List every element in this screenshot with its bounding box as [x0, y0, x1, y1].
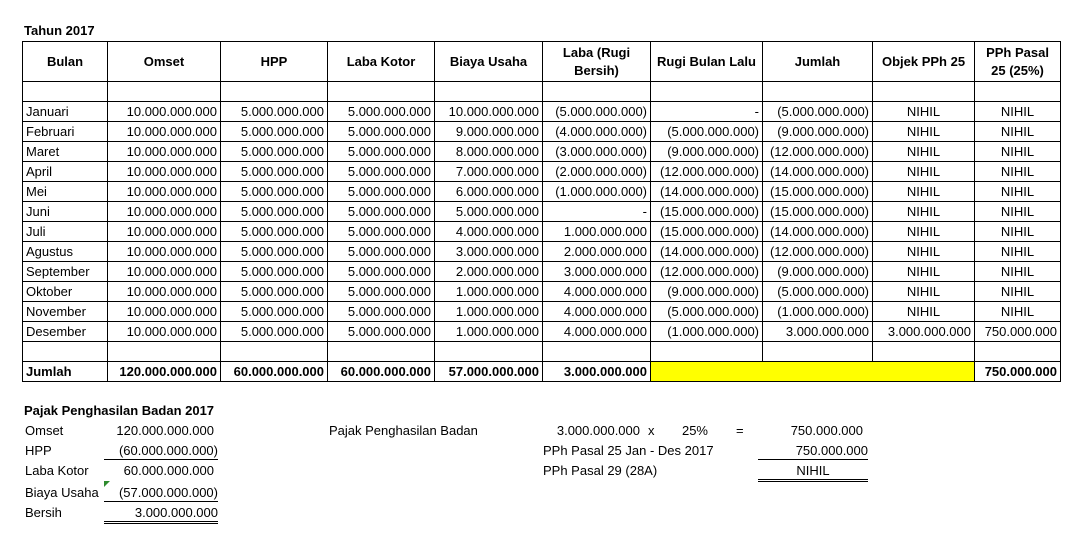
cell-pph25[interactable]: NIHIL: [975, 102, 1061, 122]
cell-rugi-bulan-lalu[interactable]: (5.000.000.000): [651, 302, 763, 322]
total-pph25[interactable]: 750.000.000: [975, 362, 1061, 382]
cell-objek-pph25[interactable]: NIHIL: [873, 202, 975, 222]
cell-bulan[interactable]: September: [23, 262, 108, 282]
table-cell[interactable]: [435, 82, 543, 102]
header-hpp[interactable]: HPP: [221, 42, 328, 82]
cell-pph25[interactable]: NIHIL: [975, 142, 1061, 162]
cell-laba-kotor[interactable]: 5.000.000.000: [328, 142, 435, 162]
cell-laba-bersih[interactable]: 4.000.000.000: [543, 302, 651, 322]
cell-rugi-bulan-lalu[interactable]: (14.000.000.000): [651, 242, 763, 262]
blank-row: [23, 342, 1061, 362]
table-cell[interactable]: [543, 82, 651, 102]
sheet-title: Tahun 2017: [24, 23, 95, 38]
pph29-label: PPh Pasal 29 (28A): [543, 463, 658, 478]
cell-rugi-bulan-lalu[interactable]: (14.000.000.000): [651, 182, 763, 202]
cell-omset[interactable]: 10.000.000.000: [108, 302, 221, 322]
cell-omset[interactable]: 10.000.000.000: [108, 202, 221, 222]
cell-rugi-bulan-lalu[interactable]: (9.000.000.000): [651, 282, 763, 302]
table-row: [23, 322, 1061, 342]
cell-laba-kotor[interactable]: 5.000.000.000: [328, 282, 435, 302]
summary-value-bersih[interactable]: 3.000.000.000: [104, 505, 218, 524]
cell-hpp[interactable]: 5.000.000.000: [221, 282, 328, 302]
table-cell[interactable]: [221, 82, 328, 102]
cell-laba-kotor[interactable]: 5.000.000.000: [328, 302, 435, 322]
calc-times: x: [648, 423, 655, 438]
table-row: [23, 202, 1061, 222]
cell-laba-bersih[interactable]: (5.000.000.000): [543, 102, 651, 122]
pph29-value[interactable]: NIHIL: [758, 463, 868, 482]
cell-hpp[interactable]: 5.000.000.000: [221, 302, 328, 322]
cell-rugi-bulan-lalu[interactable]: (5.000.000.000): [651, 122, 763, 142]
table-cell[interactable]: [435, 342, 543, 362]
cell-hpp[interactable]: 5.000.000.000: [221, 102, 328, 122]
summary-label-omset: Omset: [25, 423, 64, 438]
cell-laba-bersih[interactable]: (1.000.000.000): [543, 182, 651, 202]
table-cell[interactable]: [108, 342, 221, 362]
total-laba-kotor[interactable]: 60.000.000.000: [328, 362, 435, 382]
cell-biaya-usaha[interactable]: 1.000.000.000: [435, 322, 543, 342]
table-row: [23, 122, 1061, 142]
cell-bulan[interactable]: Desember: [23, 322, 108, 342]
header-row: [23, 42, 1061, 82]
header-bulan[interactable]: Bulan: [23, 42, 108, 82]
calc-equals: =: [736, 423, 744, 438]
cell-rugi-bulan-lalu[interactable]: -: [651, 102, 763, 122]
cell-pph25[interactable]: NIHIL: [975, 122, 1061, 142]
cell-omset[interactable]: 10.000.000.000: [108, 182, 221, 202]
table-cell[interactable]: [975, 82, 1061, 102]
cell-jumlah[interactable]: (9.000.000.000): [763, 262, 873, 282]
cell-bulan[interactable]: April: [23, 162, 108, 182]
summary-title: Pajak Penghasilan Badan 2017: [24, 403, 215, 418]
table-cell[interactable]: [328, 342, 435, 362]
cell-laba-kotor[interactable]: 5.000.000.000: [328, 262, 435, 282]
cell-bulan[interactable]: Februari: [23, 122, 108, 142]
cell-laba-kotor[interactable]: 5.000.000.000: [328, 242, 435, 262]
cell-laba-bersih[interactable]: -: [543, 202, 651, 222]
table-row: [23, 262, 1061, 282]
pph25-value[interactable]: 750.000.000: [758, 443, 868, 460]
cell-biaya-usaha[interactable]: 2.000.000.000: [435, 262, 543, 282]
cell-hpp[interactable]: 5.000.000.000: [221, 262, 328, 282]
cell-jumlah[interactable]: (14.000.000.000): [763, 162, 873, 182]
cell-objek-pph25[interactable]: NIHIL: [873, 102, 975, 122]
table-cell[interactable]: [651, 342, 763, 362]
cell-laba-kotor[interactable]: 5.000.000.000: [328, 222, 435, 242]
cell-rugi-bulan-lalu[interactable]: (15.000.000.000): [651, 222, 763, 242]
cell-biaya-usaha[interactable]: 1.000.000.000: [435, 302, 543, 322]
summary-value-biaya-usaha[interactable]: (57.000.000.000): [104, 485, 218, 502]
cell-objek-pph25[interactable]: 3.000.000.000: [873, 322, 975, 342]
cell-omset[interactable]: 10.000.000.000: [108, 242, 221, 262]
cell-pph25[interactable]: NIHIL: [975, 262, 1061, 282]
cell-jumlah[interactable]: (15.000.000.000): [763, 202, 873, 222]
cell-objek-pph25[interactable]: NIHIL: [873, 122, 975, 142]
cell-objek-pph25[interactable]: NIHIL: [873, 162, 975, 182]
cell-laba-bersih[interactable]: 4.000.000.000: [543, 322, 651, 342]
cell-pph25[interactable]: NIHIL: [975, 282, 1061, 302]
summary-value-omset[interactable]: 120.000.000.000: [116, 423, 214, 438]
cell-hpp[interactable]: 5.000.000.000: [221, 142, 328, 162]
cell-omset[interactable]: 10.000.000.000: [108, 322, 221, 342]
cell-hpp[interactable]: 5.000.000.000: [221, 322, 328, 342]
table-row: [23, 242, 1061, 262]
cell-pph25[interactable]: NIHIL: [975, 162, 1061, 182]
cell-rugi-bulan-lalu[interactable]: (12.000.000.000): [651, 262, 763, 282]
cell-laba-bersih[interactable]: 1.000.000.000: [543, 222, 651, 242]
summary-label-bersih: Bersih: [25, 505, 62, 520]
cell-rugi-bulan-lalu[interactable]: (1.000.000.000): [651, 322, 763, 342]
cell-objek-pph25[interactable]: NIHIL: [873, 302, 975, 322]
header-laba-rugi-bersih[interactable]: Laba (Rugi Bersih): [543, 42, 651, 82]
summary-value-hpp[interactable]: (60.000.000.000): [104, 443, 218, 460]
table-cell[interactable]: [543, 342, 651, 362]
total-laba-bersih[interactable]: 3.000.000.000: [543, 362, 651, 382]
total-omset[interactable]: 120.000.000.000: [108, 362, 221, 382]
table-row: [23, 302, 1061, 322]
cell-biaya-usaha[interactable]: 4.000.000.000: [435, 222, 543, 242]
summary-value-laba-kotor[interactable]: 60.000.000.000: [123, 463, 214, 478]
cell-jumlah[interactable]: (1.000.000.000): [763, 302, 873, 322]
cell-laba-bersih[interactable]: (2.000.000.000): [543, 162, 651, 182]
blank-row: [23, 82, 1061, 102]
cell-rugi-bulan-lalu[interactable]: (9.000.000.000): [651, 142, 763, 162]
cell-jumlah[interactable]: (5.000.000.000): [763, 282, 873, 302]
header-biaya-usaha[interactable]: Biaya Usaha: [435, 42, 543, 82]
cell-jumlah[interactable]: (12.000.000.000): [763, 142, 873, 162]
cell-jumlah[interactable]: (5.000.000.000): [763, 102, 873, 122]
cell-omset[interactable]: 10.000.000.000: [108, 262, 221, 282]
table-cell[interactable]: [221, 342, 328, 362]
cell-omset[interactable]: 10.000.000.000: [108, 222, 221, 242]
cell-pph25[interactable]: NIHIL: [975, 242, 1061, 262]
cell-hpp[interactable]: 5.000.000.000: [221, 242, 328, 262]
pph25-label: PPh Pasal 25 Jan - Des 2017: [543, 443, 714, 458]
cell-biaya-usaha[interactable]: 8.000.000.000: [435, 142, 543, 162]
table-cell[interactable]: [873, 82, 975, 102]
table-cell[interactable]: [873, 342, 975, 362]
cell-laba-kotor[interactable]: 5.000.000.000: [328, 122, 435, 142]
summary-label-laba-kotor: Laba Kotor: [25, 463, 89, 478]
table-cell[interactable]: [975, 342, 1061, 362]
cell-hpp[interactable]: 5.000.000.000: [221, 222, 328, 242]
cell-laba-kotor[interactable]: 5.000.000.000: [328, 162, 435, 182]
cell-hpp[interactable]: 5.000.000.000: [221, 162, 328, 182]
cell-objek-pph25[interactable]: NIHIL: [873, 262, 975, 282]
calc-label: Pajak Penghasilan Badan: [329, 423, 478, 438]
header-pph-pasal-25[interactable]: PPh Pasal 25 (25%): [975, 42, 1061, 82]
cell-rugi-bulan-lalu[interactable]: (15.000.000.000): [651, 202, 763, 222]
cell-bulan[interactable]: Juni: [23, 202, 108, 222]
table-cell[interactable]: [763, 342, 873, 362]
table-cell[interactable]: [328, 82, 435, 102]
cell-biaya-usaha[interactable]: 1.000.000.000: [435, 282, 543, 302]
table-row: [23, 182, 1061, 202]
cell-pph25[interactable]: 750.000.000: [975, 322, 1061, 342]
cell-laba-kotor[interactable]: 5.000.000.000: [328, 322, 435, 342]
cell-laba-bersih[interactable]: (4.000.000.000): [543, 122, 651, 142]
total-hpp[interactable]: 60.000.000.000: [221, 362, 328, 382]
summary-label-biaya-usaha: Biaya Usaha: [25, 485, 99, 500]
cell-laba-bersih[interactable]: 3.000.000.000: [543, 262, 651, 282]
cell-hpp[interactable]: 5.000.000.000: [221, 182, 328, 202]
header-objek-pph25[interactable]: Objek PPh 25: [873, 42, 975, 82]
header-jumlah[interactable]: Jumlah: [763, 42, 873, 82]
cell-objek-pph25[interactable]: NIHIL: [873, 222, 975, 242]
cell-objek-pph25[interactable]: NIHIL: [873, 182, 975, 202]
table-row: [23, 282, 1061, 302]
header-rugi-bulan-lalu[interactable]: Rugi Bulan Lalu: [651, 42, 763, 82]
calc-rate[interactable]: 25%: [681, 423, 708, 438]
cell-bulan[interactable]: Juli: [23, 222, 108, 242]
table-cell[interactable]: [23, 82, 108, 102]
cell-bulan[interactable]: Oktober: [23, 282, 108, 302]
cell-bulan[interactable]: Januari: [23, 102, 108, 122]
cell-objek-pph25[interactable]: NIHIL: [873, 142, 975, 162]
table-row: [23, 162, 1061, 182]
cell-biaya-usaha[interactable]: 6.000.000.000: [435, 182, 543, 202]
table-cell[interactable]: [108, 82, 221, 102]
cell-bulan[interactable]: Maret: [23, 142, 108, 162]
cell-jumlah[interactable]: 3.000.000.000: [763, 322, 873, 342]
cell-laba-kotor[interactable]: 5.000.000.000: [328, 102, 435, 122]
cell-bulan[interactable]: Agustus: [23, 242, 108, 262]
cell-jumlah[interactable]: (14.000.000.000): [763, 222, 873, 242]
cell-bulan[interactable]: Mei: [23, 182, 108, 202]
cell-hpp[interactable]: 5.000.000.000: [221, 122, 328, 142]
cell-omset[interactable]: 10.000.000.000: [108, 122, 221, 142]
total-label[interactable]: Jumlah: [23, 362, 108, 382]
cell-biaya-usaha[interactable]: 7.000.000.000: [435, 162, 543, 182]
cell-objek-pph25[interactable]: NIHIL: [873, 242, 975, 262]
cell-hpp[interactable]: 5.000.000.000: [221, 202, 328, 222]
cell-pph25[interactable]: NIHIL: [975, 302, 1061, 322]
summary-label-hpp: HPP: [25, 443, 52, 458]
cell-objek-pph25[interactable]: NIHIL: [873, 282, 975, 302]
table-row: [23, 222, 1061, 242]
cell-pph25[interactable]: NIHIL: [975, 182, 1061, 202]
cell-biaya-usaha[interactable]: 5.000.000.000: [435, 202, 543, 222]
table-row: [23, 102, 1061, 122]
calc-result[interactable]: 750.000.000: [790, 423, 863, 438]
cell-biaya-usaha[interactable]: 10.000.000.000: [435, 102, 543, 122]
cell-omset[interactable]: 10.000.000.000: [108, 162, 221, 182]
monthly-tax-table: [22, 41, 1061, 382]
cell-biaya-usaha[interactable]: 9.000.000.000: [435, 122, 543, 142]
table-row: [23, 142, 1061, 162]
cell-rugi-bulan-lalu[interactable]: (12.000.000.000): [651, 162, 763, 182]
header-omset[interactable]: Omset: [108, 42, 221, 82]
header-laba-kotor[interactable]: Laba Kotor: [328, 42, 435, 82]
cell-laba-bersih[interactable]: (3.000.000.000): [543, 142, 651, 162]
cell-bulan[interactable]: November: [23, 302, 108, 322]
cell-laba-bersih[interactable]: 4.000.000.000: [543, 282, 651, 302]
total-row: [23, 362, 1061, 382]
cell-jumlah[interactable]: (15.000.000.000): [763, 182, 873, 202]
table-cell[interactable]: [763, 82, 873, 102]
cell-jumlah[interactable]: (12.000.000.000): [763, 242, 873, 262]
calc-base[interactable]: 3.000.000.000: [556, 423, 640, 438]
table-cell[interactable]: [651, 82, 763, 102]
cell-pph25[interactable]: NIHIL: [975, 222, 1061, 242]
cell-laba-kotor[interactable]: 5.000.000.000: [328, 182, 435, 202]
cell-jumlah[interactable]: (9.000.000.000): [763, 122, 873, 142]
cell-laba-kotor[interactable]: 5.000.000.000: [328, 202, 435, 222]
highlighted-cell[interactable]: [651, 362, 975, 382]
table-cell[interactable]: [23, 342, 108, 362]
cell-omset[interactable]: 10.000.000.000: [108, 102, 221, 122]
cell-pph25[interactable]: NIHIL: [975, 202, 1061, 222]
cell-laba-bersih[interactable]: 2.000.000.000: [543, 242, 651, 262]
total-biaya-usaha[interactable]: 57.000.000.000: [435, 362, 543, 382]
cell-omset[interactable]: 10.000.000.000: [108, 142, 221, 162]
cell-omset[interactable]: 10.000.000.000: [108, 282, 221, 302]
cell-biaya-usaha[interactable]: 3.000.000.000: [435, 242, 543, 262]
